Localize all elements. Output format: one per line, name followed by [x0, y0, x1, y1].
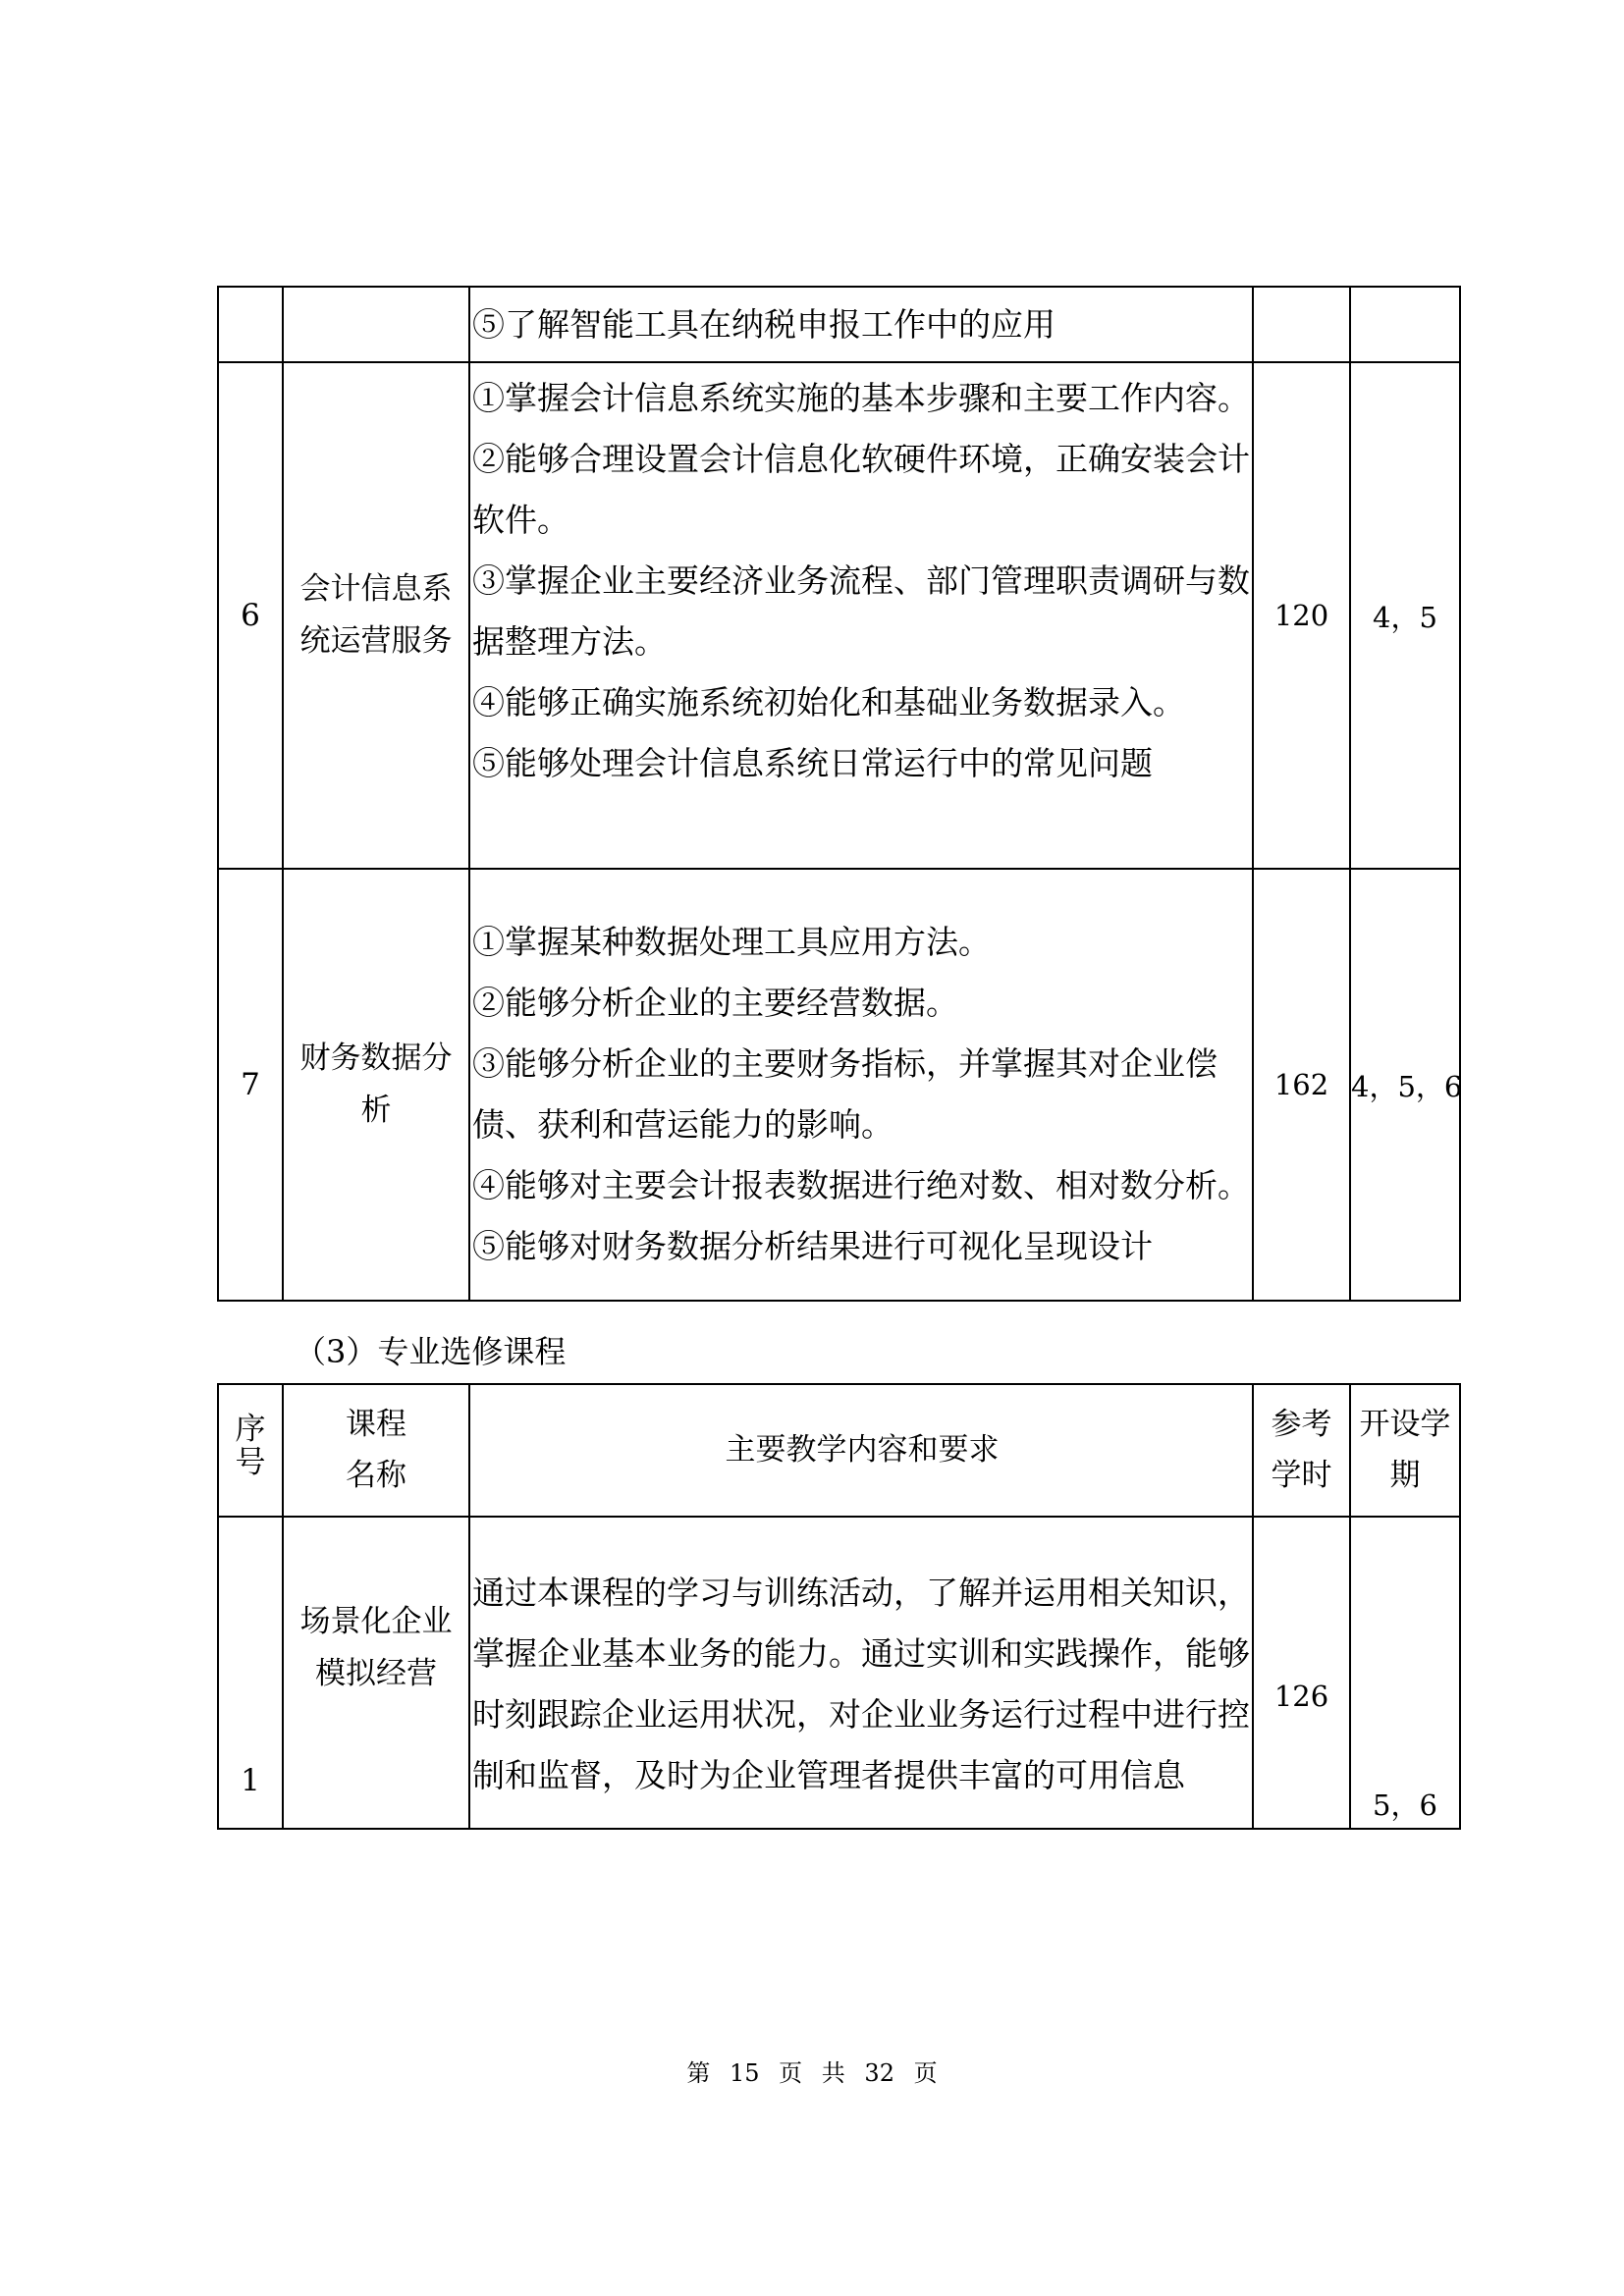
content-line: 掌握企业基本业务的能力。通过实训和实践操作，能够	[472, 1634, 1250, 1673]
course-name	[283, 362, 469, 869]
course-number	[218, 1517, 283, 1829]
header-number-text: 序号	[235, 1411, 266, 1480]
content-line: ①掌握会计信息系统实施的基本步骤和主要工作内容。	[472, 379, 1250, 417]
header-name	[283, 1384, 469, 1517]
course-number: 7	[218, 869, 283, 1301]
course-content	[469, 1517, 1253, 1829]
course-content	[469, 287, 1253, 362]
content-line: ②能够分析企业的主要经营数据。	[472, 984, 958, 1022]
table-row	[218, 287, 1460, 362]
course-term	[1350, 1517, 1460, 1829]
content-line: 制和监督，及时为企业管理者提供丰富的可用信息	[472, 1756, 1185, 1794]
content-line: 时刻跟踪企业运用状况，对企业业务运行过程中进行控	[472, 1695, 1250, 1734]
table-row	[218, 1517, 1460, 1829]
course-hours: 162	[1253, 869, 1350, 1301]
course-content	[469, 869, 1253, 1301]
content-line: ①掌握某种数据处理工具应用方法。	[472, 923, 991, 961]
core-course-table	[217, 286, 1461, 1302]
course-name	[283, 1517, 469, 1829]
course-term	[1350, 287, 1460, 362]
course-hours-text: 126	[1273, 1680, 1329, 1713]
course-name	[283, 869, 469, 1301]
course-number	[218, 287, 283, 362]
course-name-text: 会计信息系统运营服务	[299, 571, 453, 659]
content-line: 通过本课程的学习与训练活动，了解并运用相关知识，	[472, 1574, 1250, 1612]
table-row	[218, 362, 1460, 869]
page-number: 第 15 页 共 32 页	[686, 2059, 938, 2087]
header-term	[1350, 1384, 1460, 1517]
content-line: ②能够合理设置会计信息化软硬件环境，正确安装会计	[472, 440, 1250, 478]
content-line: ④能够正确实施系统初始化和基础业务数据录入。	[472, 683, 1185, 721]
course-name	[283, 287, 469, 362]
content-line: 据整理方法。	[472, 622, 667, 661]
header-hours-text: 参考学时	[1271, 1407, 1332, 1493]
header-content: 主要教学内容和要求	[469, 1384, 1253, 1517]
section-heading: （3）专业选修课程	[295, 1333, 567, 1370]
content-line: ⑤了解智能工具在纳税申报工作中的应用	[472, 304, 1056, 344]
table-header-row	[218, 1384, 1460, 1517]
table-row	[218, 869, 1460, 1301]
course-hours	[1253, 287, 1350, 362]
content-line: ③能够分析企业的主要财务指标，并掌握其对企业偿	[472, 1044, 1218, 1083]
course-number-text: 1	[241, 1763, 260, 1798]
header-term-text: 开设学期	[1359, 1407, 1451, 1493]
course-hours: 120	[1253, 362, 1350, 869]
course-name-text: 财务数据分析	[299, 1041, 453, 1128]
elective-course-table	[217, 1383, 1461, 1830]
course-name-text: 场景化企业模拟经营	[299, 1604, 453, 1691]
course-number: 6	[218, 362, 283, 869]
header-number	[218, 1384, 283, 1517]
course-term-text: 5，6	[1373, 1789, 1437, 1822]
content-line: ⑤能够处理会计信息系统日常运行中的常见问题	[472, 744, 1153, 782]
content-line: 软件。	[472, 501, 569, 539]
content-line: 债、获利和营运能力的影响。	[472, 1105, 893, 1144]
header-hours	[1253, 1384, 1350, 1517]
content-line: ⑤能够对财务数据分析结果进行可视化呈现设计	[472, 1227, 1153, 1265]
course-hours	[1253, 1517, 1350, 1829]
course-term: 4，5	[1350, 362, 1460, 869]
course-content	[469, 362, 1253, 869]
header-name-text: 课程名称	[346, 1407, 406, 1493]
course-term: 4，5，6	[1350, 869, 1460, 1301]
content-line: ④能够对主要会计报表数据进行绝对数、相对数分析。	[472, 1166, 1250, 1204]
content-line: ③掌握企业主要经济业务流程、部门管理职责调研与数	[472, 561, 1250, 600]
